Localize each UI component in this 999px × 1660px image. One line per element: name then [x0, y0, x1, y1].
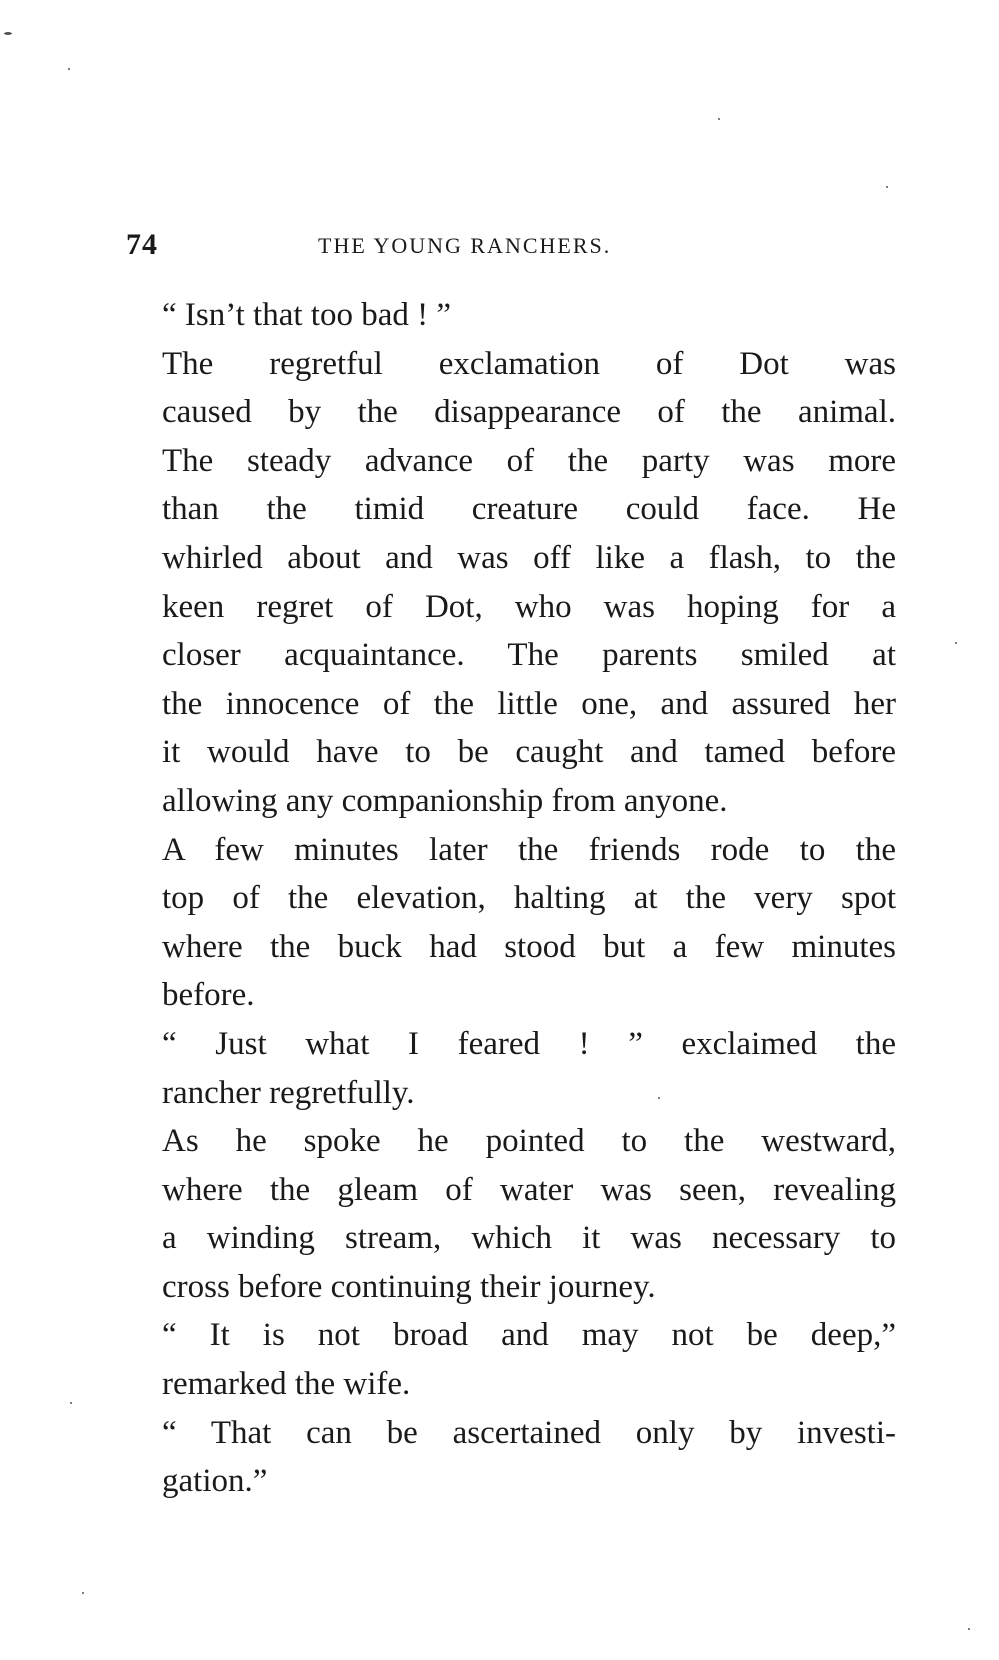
text-line: A few minutes later the friends rode to the: [162, 831, 896, 868]
text-line: As he spoke he pointed to the westward,: [162, 1123, 896, 1160]
text-line: allowing any companionship from anyone.: [162, 782, 728, 819]
scan-speck: [70, 1402, 72, 1404]
scan-speck: [955, 642, 957, 644]
text-line: gation.”: [162, 1463, 268, 1500]
page-number: 74: [126, 228, 158, 261]
text-line: it would have to be caught and tamed before: [162, 734, 896, 771]
text-line: “ Isn’t that too bad ! ”: [162, 297, 451, 333]
text-line: rancher regretfully.: [162, 1074, 415, 1111]
paragraph: [126, 1117, 896, 1311]
scan-speck: [658, 1097, 660, 1099]
scan-speck: [68, 68, 70, 70]
text-line: a winding stream, which it was necessary to: [162, 1220, 896, 1257]
scan-speck: [718, 118, 720, 120]
text-line: whirled about and was off like a flash, to the: [162, 539, 896, 576]
paragraph: [126, 826, 896, 1020]
page-header: [126, 228, 896, 268]
text-line: cross before continuing their journey.: [162, 1268, 656, 1305]
text-line: closer acquaintance. The parents smiled at: [162, 637, 896, 674]
scan-speck: [82, 1592, 84, 1594]
text-line: The regretful exclamation of Dot was: [162, 345, 896, 382]
paragraph: [126, 1311, 896, 1408]
paragraph: [126, 291, 896, 340]
text-line: The steady advance of the party was more: [162, 442, 896, 479]
paragraph: [126, 1409, 896, 1506]
text-line: where the gleam of water was seen, revealing: [162, 1171, 896, 1208]
scan-speck: [4, 32, 12, 35]
text-line: top of the elevation, halting at the very spot: [162, 880, 896, 917]
scan-speck: [968, 1628, 970, 1630]
scan-speck: [886, 186, 888, 188]
text-line: where the buck had stood but a few minutes: [162, 928, 896, 965]
text-line: before.: [162, 977, 255, 1014]
paragraph: [126, 1020, 896, 1117]
text-line: remarked the wife.: [162, 1366, 411, 1403]
text-line: keen regret of Dot, who was hoping for a: [162, 588, 896, 625]
paragraph: [126, 340, 896, 826]
text-line: “ Just what I feared ! ” exclaimed the: [162, 1025, 896, 1062]
text-line: caused by the disappearance of the animal.: [162, 394, 896, 431]
text-line: “ That can be ascertained only by investi-: [162, 1414, 896, 1451]
text-line: “ It is not broad and may not be deep,”: [162, 1317, 896, 1354]
body-text: [126, 291, 896, 1506]
running-title: THE YOUNG RANCHERS.: [318, 233, 612, 258]
text-line: than the timid creature could face. He: [162, 491, 896, 528]
text-line: the innocence of the little one, and assured her: [162, 685, 896, 722]
